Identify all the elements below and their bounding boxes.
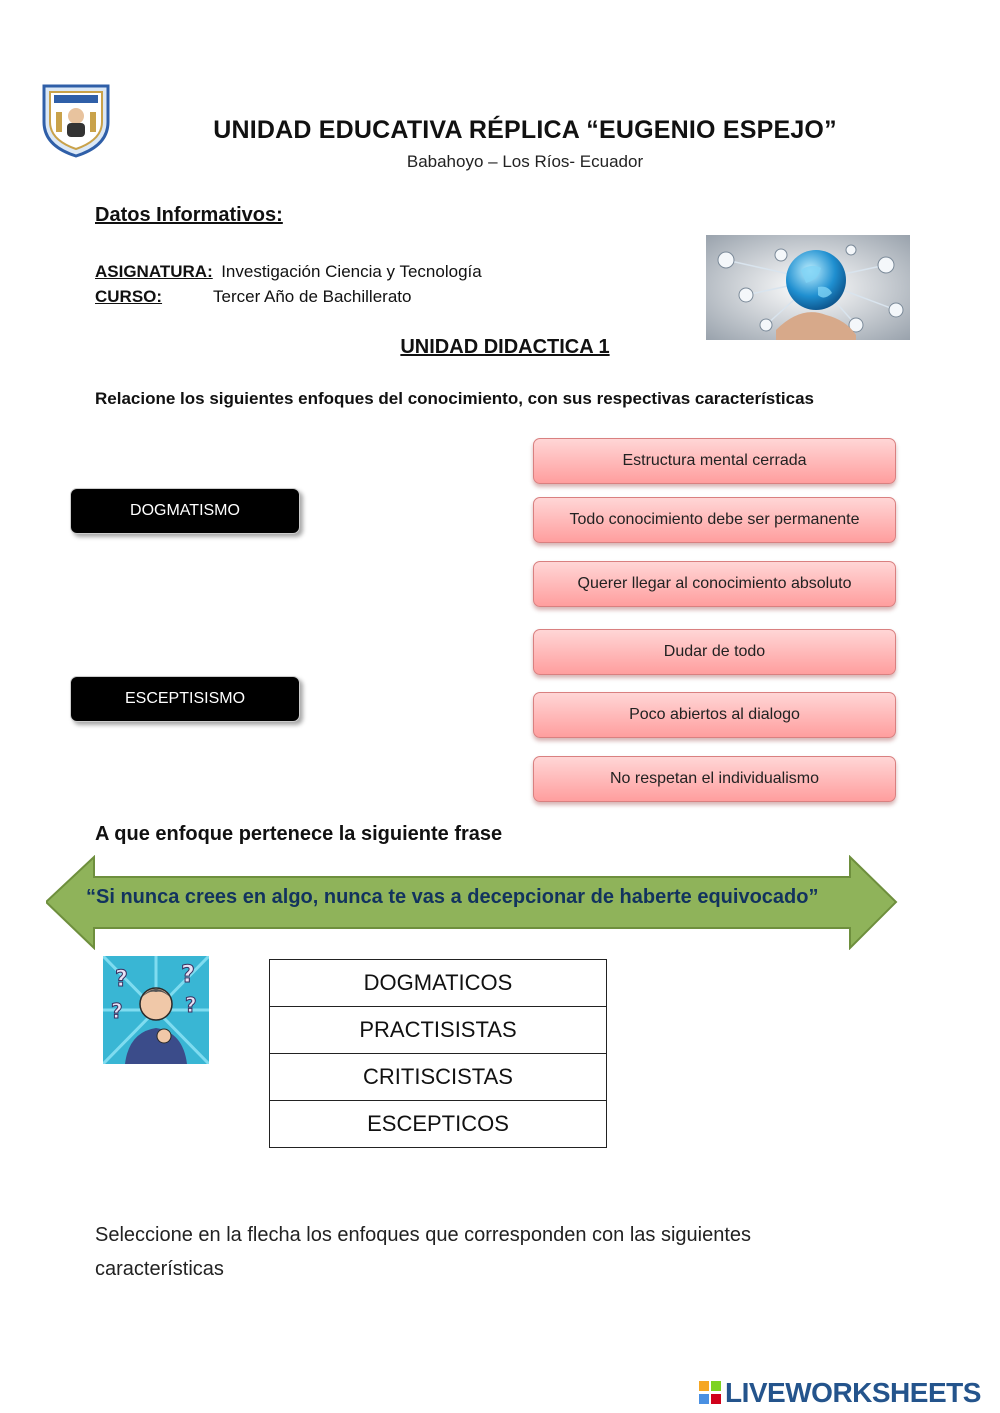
liveworksheets-text: LIVEWORKSHEETS [725, 1377, 981, 1408]
unit-title: UNIDAD DIDACTICA 1 [400, 336, 610, 358]
characteristic-card[interactable]: Dudar de todo [533, 629, 896, 675]
subject-value: Investigación Ciencia y Tecnología [221, 262, 482, 281]
option-escepticos[interactable]: ESCEPTICOS [270, 1101, 607, 1148]
course-label: CURSO: [95, 287, 163, 306]
liveworksheets-logo [698, 1376, 981, 1410]
characteristic-card[interactable]: Poco abiertos al dialogo [533, 692, 896, 738]
school-location: Babahoyo – Los Ríos- Ecuador [406, 152, 644, 171]
answer-options-table [269, 959, 607, 1148]
globe-network-icon [706, 235, 910, 340]
svg-text:?: ? [111, 999, 123, 1023]
footer-instruction: Seleccione en la flecha los enfoques que corresponden con las siguientes características [95, 1224, 751, 1280]
concept-esceptisismo[interactable]: ESCEPTISISMO [70, 676, 300, 722]
option-critiscistas[interactable]: CRITISCISTAS [270, 1054, 607, 1101]
course-value: Tercer Año de Bachillerato [213, 287, 412, 306]
concept-dogmatismo[interactable]: DOGMATISMO [70, 488, 300, 534]
option-practisistas[interactable]: PRACTISISTAS [270, 1007, 607, 1054]
course-row [95, 287, 412, 307]
liveworksheets-icon [698, 1379, 722, 1407]
school-title: UNIDAD EDUCATIVA RÉPLICA “EUGENIO ESPEJO” [213, 116, 837, 144]
characteristic-card[interactable]: Estructura mental cerrada [533, 438, 896, 484]
confused-man-icon [103, 956, 209, 1064]
subject-row [95, 262, 482, 282]
characteristic-card[interactable]: Querer llegar al conocimiento absoluto [533, 561, 896, 607]
option-dogmaticos[interactable]: DOGMATICOS [270, 960, 607, 1007]
info-title: Datos Informativos: [95, 204, 283, 226]
unit-instruction: Relacione los siguientes enfoques del conocimiento, con sus respectivas características [95, 389, 814, 408]
svg-text:?: ? [185, 993, 197, 1017]
subject-label: ASIGNATURA: [95, 262, 213, 281]
question-title: A que enfoque pertenece la siguiente frase [95, 823, 503, 845]
question-quote: “Si nunca crees en algo, nunca te vas a decepcionar de haberte equivocado” [86, 886, 819, 908]
svg-text:?: ? [181, 960, 195, 988]
characteristic-card[interactable]: No respetan el individualismo [533, 756, 896, 802]
svg-text:?: ? [115, 967, 128, 992]
characteristic-card[interactable]: Todo conocimiento debe ser permanente [533, 497, 896, 543]
